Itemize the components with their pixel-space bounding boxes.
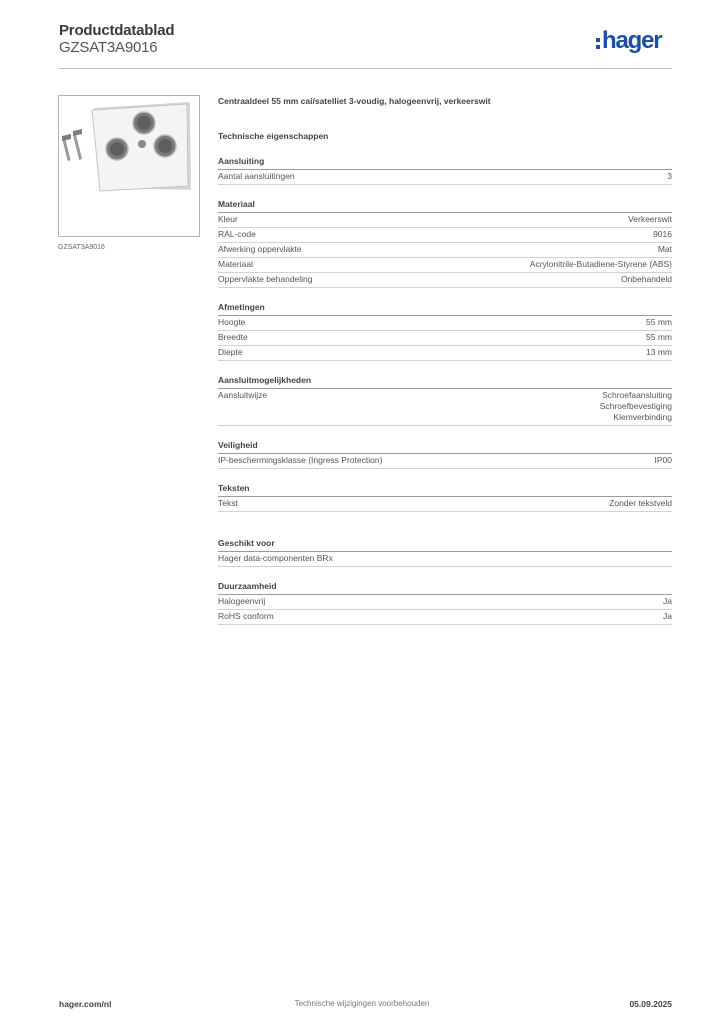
spec-label: Hoogte: [218, 317, 246, 327]
spec-row: [218, 331, 672, 346]
spec-value-line: Zonder tekstveld: [609, 498, 672, 508]
spec-value-line: Ja: [663, 611, 672, 621]
spec-value-line: Schroefbevestiging: [599, 401, 672, 411]
logo-text: hager: [602, 27, 662, 54]
spec-content: [218, 96, 672, 625]
spec-label: Kleur: [218, 214, 238, 224]
spec-label: Tekst: [218, 498, 238, 508]
spec-value: [628, 214, 672, 225]
spec-label: Oppervlakte behandeling: [218, 274, 313, 284]
spec-value-line: 55 mm: [646, 332, 672, 342]
spec-section: [218, 538, 672, 567]
spec-section: [218, 581, 672, 625]
spec-value: [646, 332, 672, 343]
spec-value: [621, 274, 672, 285]
spec-value-line: IP00: [654, 455, 672, 465]
spec-label: Breedte: [218, 332, 248, 342]
page-title: Productdatablad: [59, 22, 175, 39]
spec-section: [218, 483, 672, 512]
section-heading: Materiaal: [218, 199, 672, 213]
spec-label: Materiaal: [218, 259, 253, 269]
screw-icon: [73, 129, 82, 160]
spec-value-line: 13 mm: [646, 347, 672, 357]
footer-date: 05.09.2025: [629, 999, 672, 1009]
spec-section: [218, 199, 672, 288]
section-heading: Teksten: [218, 483, 672, 497]
plate-icon: [92, 102, 191, 191]
spec-value: [653, 229, 672, 240]
spec-value: [646, 317, 672, 328]
spec-value-line: Acrylonitrile-Butadiene-Styrene (ABS): [529, 259, 672, 269]
spec-sections: [218, 156, 672, 625]
spec-row: [218, 389, 672, 426]
spec-row: [218, 273, 672, 288]
spec-label: RoHS conform: [218, 611, 274, 621]
spec-section: [218, 440, 672, 469]
spec-row: [218, 228, 672, 243]
footer-disclaimer: Technische wijzigingen voorbehouden: [294, 999, 430, 1008]
spec-row: [218, 497, 672, 512]
spec-value-line: Mat: [657, 244, 672, 254]
spec-row: [218, 243, 672, 258]
spec-value-line: 55 mm: [646, 317, 672, 327]
spec-section: [218, 302, 672, 361]
spec-label: Aantal aansluitingen: [218, 171, 295, 181]
section-heading: Veiligheid: [218, 440, 672, 454]
logo-colon-icon: [596, 38, 600, 49]
tech-heading: Technische eigenschappen: [218, 131, 329, 141]
spec-value: [600, 390, 672, 423]
image-caption: GZSAT3A9016: [58, 244, 105, 251]
spec-label: Halogeenvrij: [218, 596, 266, 606]
spec-value: [658, 244, 672, 255]
screw-icon: [62, 134, 71, 161]
spec-value: [655, 455, 673, 466]
product-image: [58, 95, 200, 237]
spec-row: [218, 346, 672, 361]
spec-row: [218, 610, 672, 625]
spec-row: [218, 170, 672, 185]
spec-label: Hager data-componenten BRx: [218, 553, 333, 563]
spec-label: Diepte: [218, 347, 243, 357]
spec-label: Aansluitwijze: [218, 390, 268, 400]
spec-row: [218, 213, 672, 228]
section-heading: Geschikt voor: [218, 538, 672, 552]
spec-value: [646, 347, 672, 358]
hager-logo[interactable]: [596, 28, 661, 54]
spec-value: [663, 611, 672, 622]
spec-value-line: 3: [667, 171, 672, 181]
spec-row: [218, 595, 672, 610]
spec-section: [218, 375, 672, 426]
product-title: Centraaldeel 55 mm cai/satelliet 3-voudig, halogeenvrij, verkeerswit: [218, 96, 491, 106]
product-illustration: [59, 96, 199, 236]
spec-label: Afwerking oppervlakte: [218, 244, 302, 254]
header-divider: [59, 68, 672, 69]
spec-row: [218, 316, 672, 331]
spec-label: RAL-code: [218, 229, 256, 239]
section-heading: Duurzaamheid: [218, 581, 672, 595]
spec-value-line: 9016: [653, 229, 672, 239]
spec-row: [218, 258, 672, 273]
spec-value: [609, 498, 672, 509]
spec-value-line: Onbehandeld: [620, 274, 672, 284]
product-code: GZSAT3A9016: [59, 39, 158, 56]
section-heading: Afmetingen: [218, 302, 672, 316]
spec-value-line: Schroefaansluiting: [602, 390, 672, 400]
spec-value: [667, 171, 672, 182]
spec-section: [218, 156, 672, 185]
spec-value: [530, 259, 672, 270]
spec-label: IP-beschermingsklasse (Ingress Protection): [218, 455, 383, 465]
section-heading: Aansluitmogelijkheden: [218, 375, 672, 389]
footer-website-link[interactable]: hager.com/nl: [59, 999, 112, 1009]
spec-value-line: Klemverbinding: [613, 412, 672, 422]
spec-value-line: Ja: [663, 596, 672, 606]
spec-value-line: Verkeerswit: [628, 214, 672, 224]
spec-row: [218, 552, 672, 567]
section-heading: Aansluiting: [218, 156, 672, 170]
spec-value: [663, 596, 672, 607]
spec-row: [218, 454, 672, 469]
